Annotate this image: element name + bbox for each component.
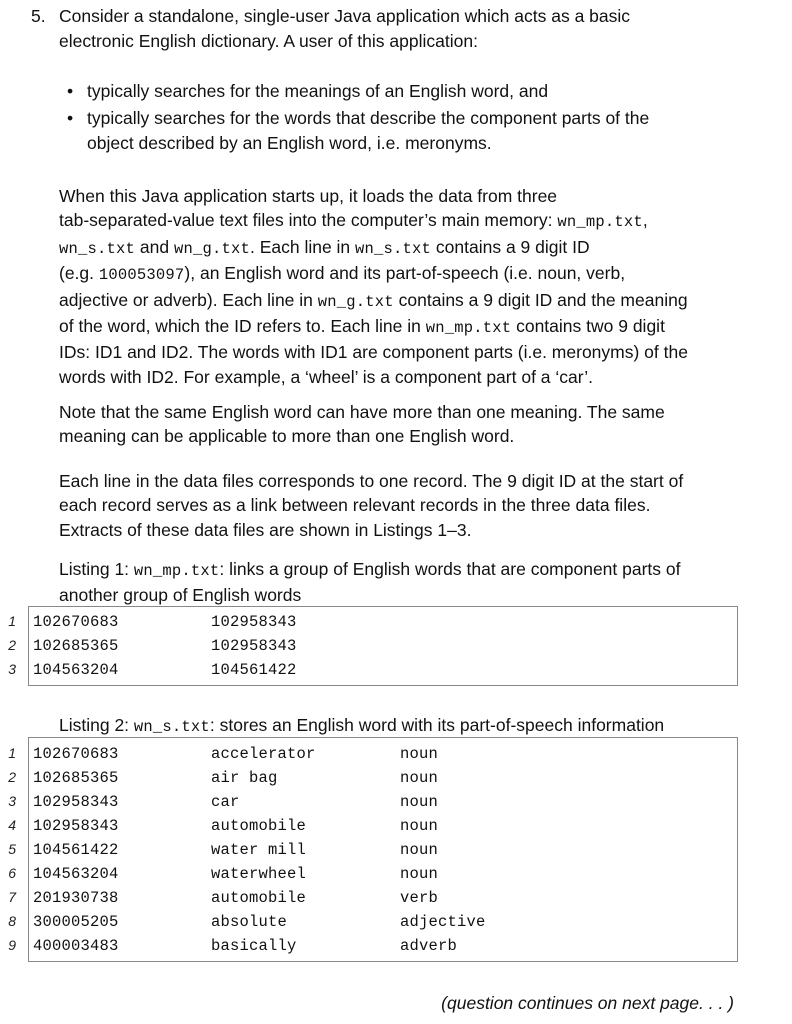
line-number-row [0,741,20,765]
text: adjective or adverb). Each line in [59,289,318,310]
id1-cell: 104563204 [33,661,119,679]
paragraph-line: each record serves as a link between relevant records in the three data files. [59,495,651,516]
code-line [29,862,737,886]
line-number: 7 [8,889,16,905]
filename-code: wn_mp.txt [425,319,512,338]
id-cell: 102685365 [33,769,119,787]
text: contains two 9 digit [511,316,665,337]
text: , [642,210,648,231]
text: contains a 9 digit ID and the meaning [393,289,688,310]
word-cell: water mill [211,841,307,859]
paragraph-line: Each line in the data files corresponds to one record. The 9 digit ID at the start of [59,471,684,491]
pos-cell: noun [400,793,439,811]
bullet-text: object described by an English word, i.e. meronyms. [87,133,492,153]
listing2-line-numbers [0,741,20,957]
bullet-icon: • [67,108,74,128]
paragraph-line [59,235,749,261]
line-number: 3 [8,661,16,677]
filename-code: wn_g.txt [317,292,394,311]
text: : stores an English word with its part-of-speech information [209,715,665,735]
id-cell: 300005205 [33,913,119,931]
list-item [59,79,749,104]
listing1-caption [59,557,749,608]
id-cell: 102958343 [33,793,119,811]
question-intro [59,4,749,54]
paragraph-line [59,288,749,314]
line-number: 4 [8,817,16,833]
code-line [29,766,737,790]
line-number: 1 [8,745,16,761]
example-id-code: 100053097 [98,266,185,285]
user-tasks-list [59,79,749,158]
code-line [29,610,737,634]
data-files-paragraph [59,184,749,389]
list-item [59,106,749,156]
line-number: 2 [8,769,16,785]
line-number: 9 [8,937,16,953]
id-cell: 400003483 [33,937,119,955]
bullet-icon: • [67,81,74,101]
listing2-caption [59,713,759,739]
filename-code: wn_mp.txt [133,562,220,580]
text: : links a group of English words that are component parts of [219,559,681,579]
word-cell: car [211,793,240,811]
listing1-line-numbers [0,609,20,681]
pos-cell: noun [400,865,439,883]
pos-cell: verb [400,889,439,907]
line-number-row [0,933,20,957]
paragraph-line [59,261,749,287]
code-line [29,910,737,934]
caption-line: another group of English words [59,585,302,606]
text: ), an English word and its part-of-speech (i.e. noun, verb, [184,263,626,284]
line-number-row [0,633,20,657]
word-cell: automobile [211,817,307,835]
records-paragraph [59,469,749,542]
text: contains a 9 digit ID [431,236,590,257]
text: Listing 2: [59,715,134,735]
pos-cell: noun [400,745,439,763]
pos-cell: adverb [400,937,458,955]
line-number-row [0,861,20,885]
pos-cell: noun [400,769,439,787]
line-number: 1 [8,613,16,629]
id-cell: 102670683 [33,745,119,763]
caption-line [59,557,749,583]
line-number: 2 [8,637,16,653]
intro-line: Consider a standalone, single-user Java application which acts as a basic [59,6,631,26]
word-cell: basically [211,937,297,955]
line-number: 5 [8,841,16,857]
continues-note: (question continues on next page. . . ) [441,993,734,1013]
line-number-row [0,789,20,813]
question-number: 5. [31,6,46,26]
pos-cell: noun [400,817,439,835]
code-line [29,934,737,958]
line-number-row [0,813,20,837]
paragraph-line: When this Java application starts up, it loads the data from three [59,186,558,206]
filename-code: wn_mp.txt [557,213,643,232]
id-cell: 104561422 [33,841,119,859]
word-cell: accelerator [211,745,316,763]
id-cell: 201930738 [33,889,119,907]
word-cell: absolute [211,913,288,931]
text: tab-separated-value text files into the computer’s main memory: [59,210,558,231]
code-line [29,814,737,838]
id2-cell: 104561422 [211,661,297,679]
word-cell: waterwheel [211,865,307,883]
bullet-text: typically searches for the words that describe the component parts of the [87,108,650,128]
paragraph-line [59,314,749,340]
line-number-row [0,609,20,633]
line-number-row [0,909,20,933]
word-cell: air bag [211,769,278,787]
line-number: 8 [8,913,16,929]
filename-code: wn_s.txt [133,718,210,736]
filename-code: wn_g.txt [173,239,250,258]
text: Listing 1: [59,559,134,579]
id1-cell: 102670683 [33,613,119,631]
word-cell: automobile [211,889,307,907]
line-number-row [0,885,20,909]
id1-cell: 102685365 [33,637,119,655]
id-cell: 102958343 [33,817,119,835]
code-line [29,634,737,658]
code-line [29,886,737,910]
line-number-row [0,837,20,861]
text: (e.g. [59,263,99,284]
paragraph-line: words with ID2. For example, a ‘wheel’ is a component part of a ‘car’. [59,366,593,387]
code-line [29,838,737,862]
code-line [29,658,737,682]
line-number-row [0,657,20,681]
paragraph-line: Extracts of these data files are shown in Listings 1–3. [59,519,472,540]
line-number: 3 [8,793,16,809]
filename-code: wn_s.txt [59,239,136,258]
code-line [29,790,737,814]
line-number: 6 [8,865,16,881]
text: of the word, which the ID refers to. Each line in [59,316,426,337]
paragraph-line: Note that the same English word can have more than one meaning. The same [59,402,665,422]
listing2-code-box [28,737,738,962]
paragraph-line: IDs: ID1 and ID2. The words with ID1 are component parts (i.e. meronyms) of the [59,342,688,363]
meaning-note-paragraph [59,400,749,449]
pos-cell: adjective [400,913,486,931]
filename-code: wn_s.txt [355,239,432,258]
intro-line: electronic English dictionary. A user of this application: [59,31,478,51]
text: . Each line in [249,236,356,257]
listing1-code-box [28,606,738,686]
text: and [135,236,174,257]
id2-cell: 102958343 [211,637,297,655]
pos-cell: noun [400,841,439,859]
line-number-row [0,765,20,789]
paragraph-line [59,208,749,234]
code-line [29,742,737,766]
id2-cell: 102958343 [211,613,297,631]
bullet-text: typically searches for the meanings of an English word, and [87,81,549,101]
id-cell: 104563204 [33,865,119,883]
paragraph-line: meaning can be applicable to more than one English word. [59,426,515,447]
